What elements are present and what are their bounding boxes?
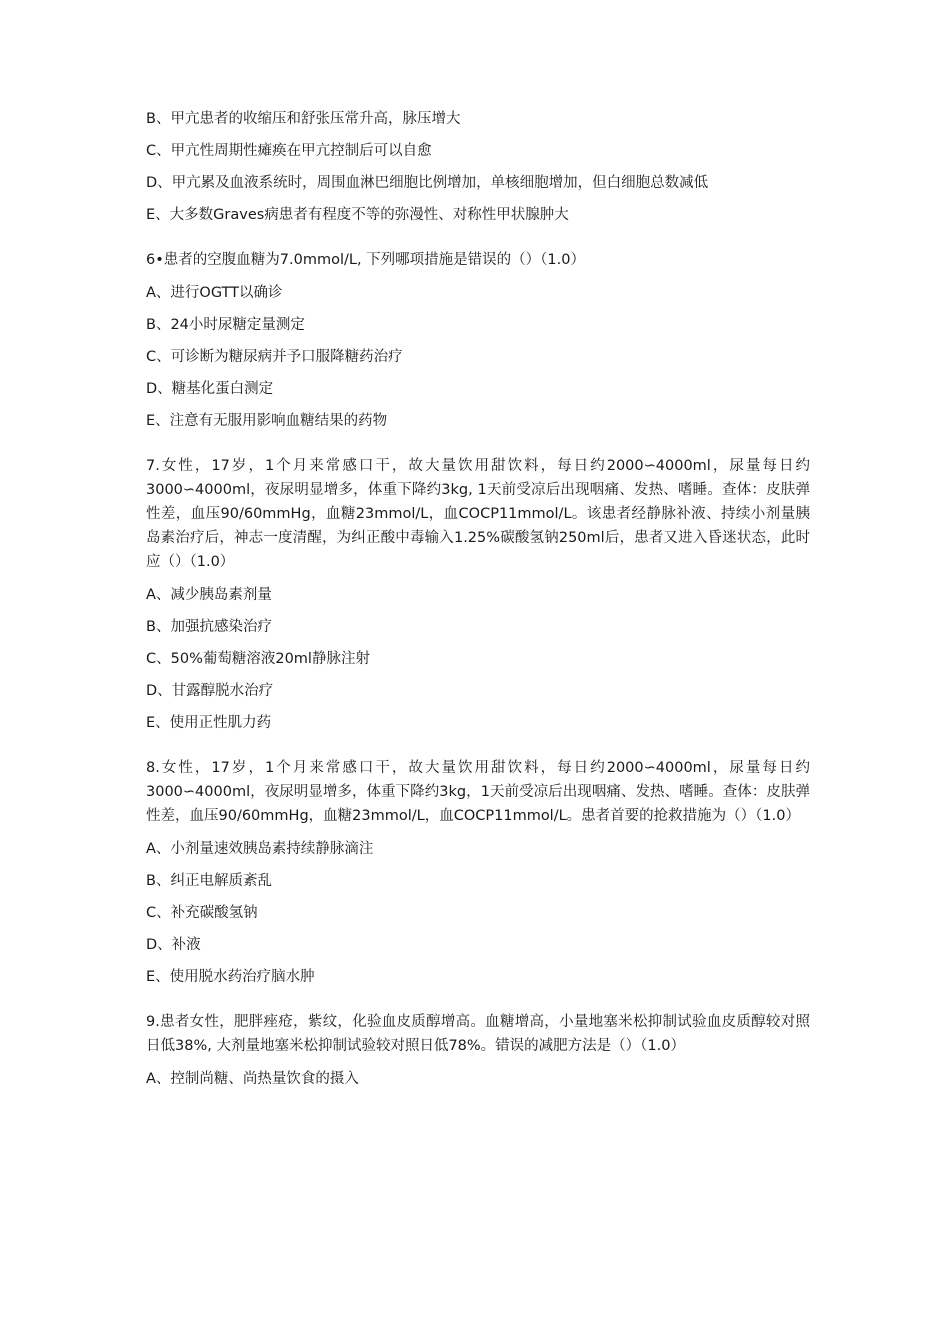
- option-a: A、控制尚糖、尚热量饮食的摄入: [146, 1071, 359, 1087]
- option-b: B、纠正电解质紊乱: [146, 873, 272, 889]
- option-e: E、大多数Graves病患者有程度不等的弥漫性、对称性甲状腺肿大: [146, 207, 569, 223]
- option-d: D、糖基化蛋白测定: [146, 381, 274, 397]
- option-b: B、加强抗感染治疗: [146, 619, 272, 635]
- option-a: A、减少胰岛素剂量: [146, 587, 272, 603]
- option-c: C、补充碳酸氢钠: [146, 905, 258, 921]
- option-e: E、注意有无服用影响血糖结果的药物: [146, 413, 388, 429]
- option-c: C、50%葡萄糖溶液20ml静脉注射: [146, 651, 370, 667]
- option-b: B、24小时尿糖定量测定: [146, 317, 305, 333]
- question-6: [146, 248, 810, 432]
- question-stem: 9.患者女性，肥胖痤疮，紫纹，化验血皮质醇增高。血糖增高，小量地塞米松抑制试验血皮质醇较对照日低38%, 大剂量地塞米松抑制试验较对照日低78%。错误的减肥方法是（）（1.0）: [146, 1014, 810, 1054]
- document-page: [146, 108, 810, 1090]
- option-a: A、小剂量速效胰岛素持续静脉滴注: [146, 841, 374, 857]
- question-8: [146, 756, 810, 988]
- previous-question-options: [146, 108, 810, 226]
- option-e: E、使用脱水药治疗脑水肿: [146, 969, 315, 985]
- option-e: E、使用正性肌力药: [146, 715, 272, 731]
- option-a: A、进行OGTT以确诊: [146, 285, 283, 301]
- question-stem: 7.女性，17岁，1个月来常感口干，故大量饮用甜饮料，每日约2000∽4000ml，尿量每日约3000∽4000ml，夜尿明显增多，体重下降约3kg, 1天前受凉后出现咽痛、发热、嗜睡。查体：皮肤弹性差，血压90/60mmHg，血糖23mmol/L，血COCP11mmol/L。该患者经静脉补液、持续小剂量胰岛素治疗后，神志一度清醒，为纠正酸中毒输入1.25%碳酸氢钠250ml后，患者又进入昏迷状态，此时应（）（1.0）: [146, 458, 810, 570]
- option-c: C、甲亢性周期性瘫痪在甲亢控制后可以自愈: [146, 143, 432, 159]
- question-stem: 8.女性，17岁，1个月来常感口干，故大量饮用甜饮料，每日约2000∽4000ml，尿量每日约3000∽4000ml，夜尿明显增多，体重下降约3kg，1天前受凉后出现咽痛、发热、嗜睡。查体：皮肤弹性差，血压90/60mmHg，血糖23mmol/L，血COCP11mmol/L。患者首要的抢救措施为（）（1.0）: [146, 760, 810, 824]
- question-9: [146, 1010, 810, 1090]
- question-7: [146, 454, 810, 734]
- option-b: B、甲亢患者的收缩压和舒张压常升高，脉压增大: [146, 111, 461, 127]
- option-d: D、甲亢累及血液系统时，周围血淋巴细胞比例增加，单核细胞增加，但白细胞总数减低: [146, 175, 709, 191]
- question-stem: 6•患者的空腹血糖为7.0mmol/L, 下列哪项措施是错误的（）（1.0）: [146, 252, 585, 268]
- option-d: D、补液: [146, 937, 201, 953]
- option-d: D、甘露醇脱水治疗: [146, 683, 274, 699]
- option-c: C、可诊断为糖尿病并予口服降糖药治疗: [146, 349, 403, 365]
